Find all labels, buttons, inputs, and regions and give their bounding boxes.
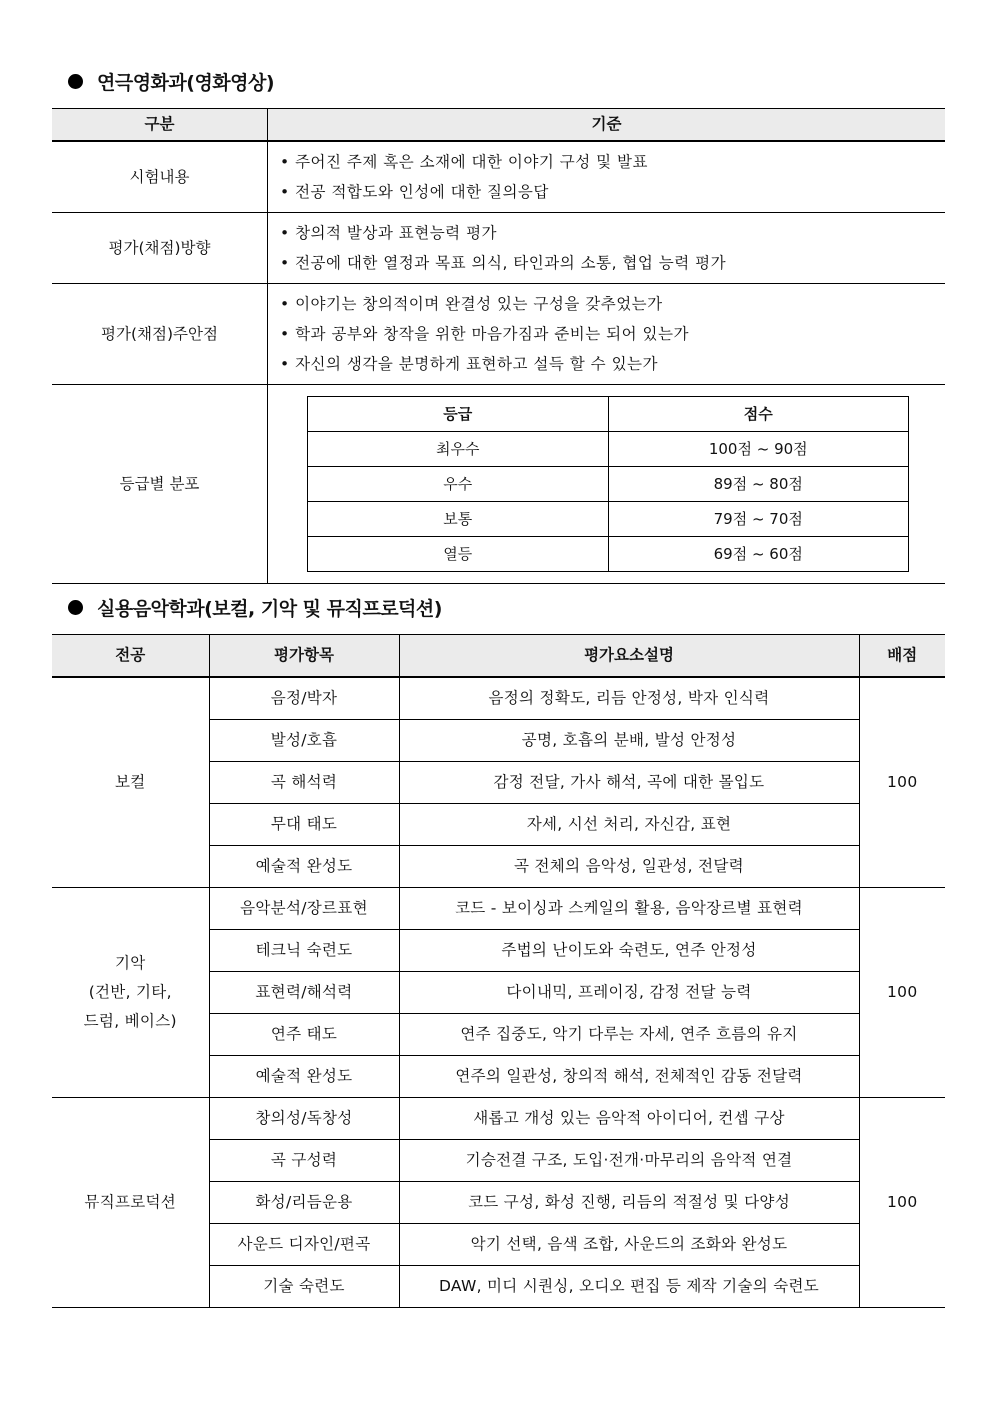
row-label: 등급별 분포 (52, 385, 268, 584)
eval-description: 다이내믹, 프레이징, 감정 전달 능력 (399, 972, 859, 1014)
criteria-item: • 이야기는 창의적이며 완결성 있는 구성을 갖추었는가 (280, 295, 663, 313)
table-header-row (52, 109, 945, 142)
eval-description: 공명, 호흡의 분배, 발성 안정성 (399, 720, 859, 762)
eval-item: 화성/리듬운용 (209, 1182, 399, 1224)
table-row (52, 213, 945, 284)
bullet-icon (68, 74, 83, 89)
grade-row (308, 467, 909, 502)
eval-item: 곡 구성력 (209, 1140, 399, 1182)
eval-description: 주법의 난이도와 숙련도, 연주 안정성 (399, 930, 859, 972)
table-row (52, 141, 945, 213)
grade-name: 열등 (308, 537, 609, 572)
row-label: 평가(채점)방향 (52, 213, 268, 284)
grade-distribution-table (307, 396, 909, 572)
header-eval-item: 평가항목 (209, 635, 399, 678)
major-cell (52, 888, 209, 1098)
section-title-applied-music (68, 594, 442, 621)
points-cell: 100 (859, 888, 945, 1098)
grade-row (308, 537, 909, 572)
section-title-text: 실용음악학과(보컬, 기악 및 뮤직프로덕션) (97, 598, 442, 620)
major-cell: 보컬 (52, 677, 209, 888)
criteria-cell (268, 141, 946, 213)
eval-item: 창의성/독창성 (209, 1098, 399, 1140)
row-label: 평가(채점)주안점 (52, 284, 268, 385)
grade-score: 69점 ~ 60점 (608, 537, 909, 572)
criteria-item: • 전공에 대한 열정과 목표 의식, 타인과의 소통, 협업 능력 평가 (280, 254, 727, 272)
table-row (52, 385, 945, 584)
eval-item: 무대 태도 (209, 804, 399, 846)
grade-header-row (308, 397, 909, 432)
criteria-item: • 주어진 주제 혹은 소재에 대한 이야기 구성 및 발표 (280, 153, 648, 171)
table-header-row (52, 635, 945, 678)
row-label: 시험내용 (52, 141, 268, 213)
eval-item: 곡 해석력 (209, 762, 399, 804)
grade-row (308, 502, 909, 537)
criteria-item: • 창의적 발상과 표현능력 평가 (280, 224, 498, 242)
header-score: 점수 (608, 397, 909, 432)
eval-description: 기승전결 구조, 도입·전개·마무리의 음악적 연결 (399, 1140, 859, 1182)
header-grade: 등급 (308, 397, 609, 432)
eval-item: 연주 태도 (209, 1014, 399, 1056)
table-row (52, 888, 945, 930)
eval-description: 감정 전달, 가사 해석, 곡에 대한 몰입도 (399, 762, 859, 804)
points-cell: 100 (859, 1098, 945, 1308)
eval-description: 자세, 시선 처리, 자신감, 표현 (399, 804, 859, 846)
grade-score: 89점 ~ 80점 (608, 467, 909, 502)
eval-description: 코드 구성, 화성 진행, 리듬의 적절성 및 다양성 (399, 1182, 859, 1224)
eval-item: 음악분석/장르표현 (209, 888, 399, 930)
eval-item: 기술 숙련도 (209, 1266, 399, 1308)
grade-name: 보통 (308, 502, 609, 537)
eval-item: 테크닉 숙련도 (209, 930, 399, 972)
grade-row (308, 432, 909, 467)
table-row (52, 1098, 945, 1140)
eval-description: 새롭고 개성 있는 음악적 아이디어, 컨셉 구상 (399, 1098, 859, 1140)
applied-music-evaluation-table (52, 634, 945, 1308)
section-title-theater-film (68, 68, 274, 95)
points-cell: 100 (859, 677, 945, 888)
grade-name: 최우수 (308, 432, 609, 467)
eval-item: 발성/호흡 (209, 720, 399, 762)
grade-name: 우수 (308, 467, 609, 502)
major-cell: 뮤직프로덕션 (52, 1098, 209, 1308)
major-line: 기악 (114, 954, 146, 972)
criteria-item: • 학과 공부와 창작을 위한 마음가짐과 준비는 되어 있는가 (280, 325, 689, 343)
header-category: 구분 (52, 109, 268, 142)
eval-description: DAW, 미디 시퀀싱, 오디오 편집 등 제작 기술의 숙련도 (399, 1266, 859, 1308)
eval-description: 코드 - 보이싱과 스케일의 활용, 음악장르별 표현력 (399, 888, 859, 930)
eval-description: 음정의 정확도, 리듬 안정성, 박자 인식력 (399, 677, 859, 720)
major-line: 드럼, 베이스) (83, 1012, 177, 1030)
eval-item: 음정/박자 (209, 677, 399, 720)
grade-distribution-cell (268, 385, 946, 584)
section-title-text: 연극영화과(영화영상) (97, 72, 275, 94)
major-line: (건반, 기타, (88, 983, 172, 1001)
header-eval-description: 평가요소설명 (399, 635, 859, 678)
criteria-cell (268, 284, 946, 385)
grade-score: 100점 ~ 90점 (608, 432, 909, 467)
eval-description: 연주의 일관성, 창의적 해석, 전체적인 감동 전달력 (399, 1056, 859, 1098)
eval-item: 사운드 디자인/편곡 (209, 1224, 399, 1266)
header-criteria: 기준 (268, 109, 946, 142)
eval-description: 곡 전체의 음악성, 일관성, 전달력 (399, 846, 859, 888)
criteria-item: • 전공 적합도와 인성에 대한 질의응답 (280, 183, 549, 201)
header-points: 배점 (859, 635, 945, 678)
eval-item: 예술적 완성도 (209, 1056, 399, 1098)
eval-description: 악기 선택, 음색 조합, 사운드의 조화와 완성도 (399, 1224, 859, 1266)
bullet-icon (68, 600, 83, 615)
theater-film-criteria-table (52, 108, 945, 584)
eval-description: 연주 집중도, 악기 다루는 자세, 연주 흐름의 유지 (399, 1014, 859, 1056)
criteria-item: • 자신의 생각을 분명하게 표현하고 설득 할 수 있는가 (280, 355, 658, 373)
table-row (52, 677, 945, 720)
eval-item: 표현력/해석력 (209, 972, 399, 1014)
table-row (52, 284, 945, 385)
eval-item: 예술적 완성도 (209, 846, 399, 888)
grade-score: 79점 ~ 70점 (608, 502, 909, 537)
header-major: 전공 (52, 635, 209, 678)
criteria-cell (268, 213, 946, 284)
